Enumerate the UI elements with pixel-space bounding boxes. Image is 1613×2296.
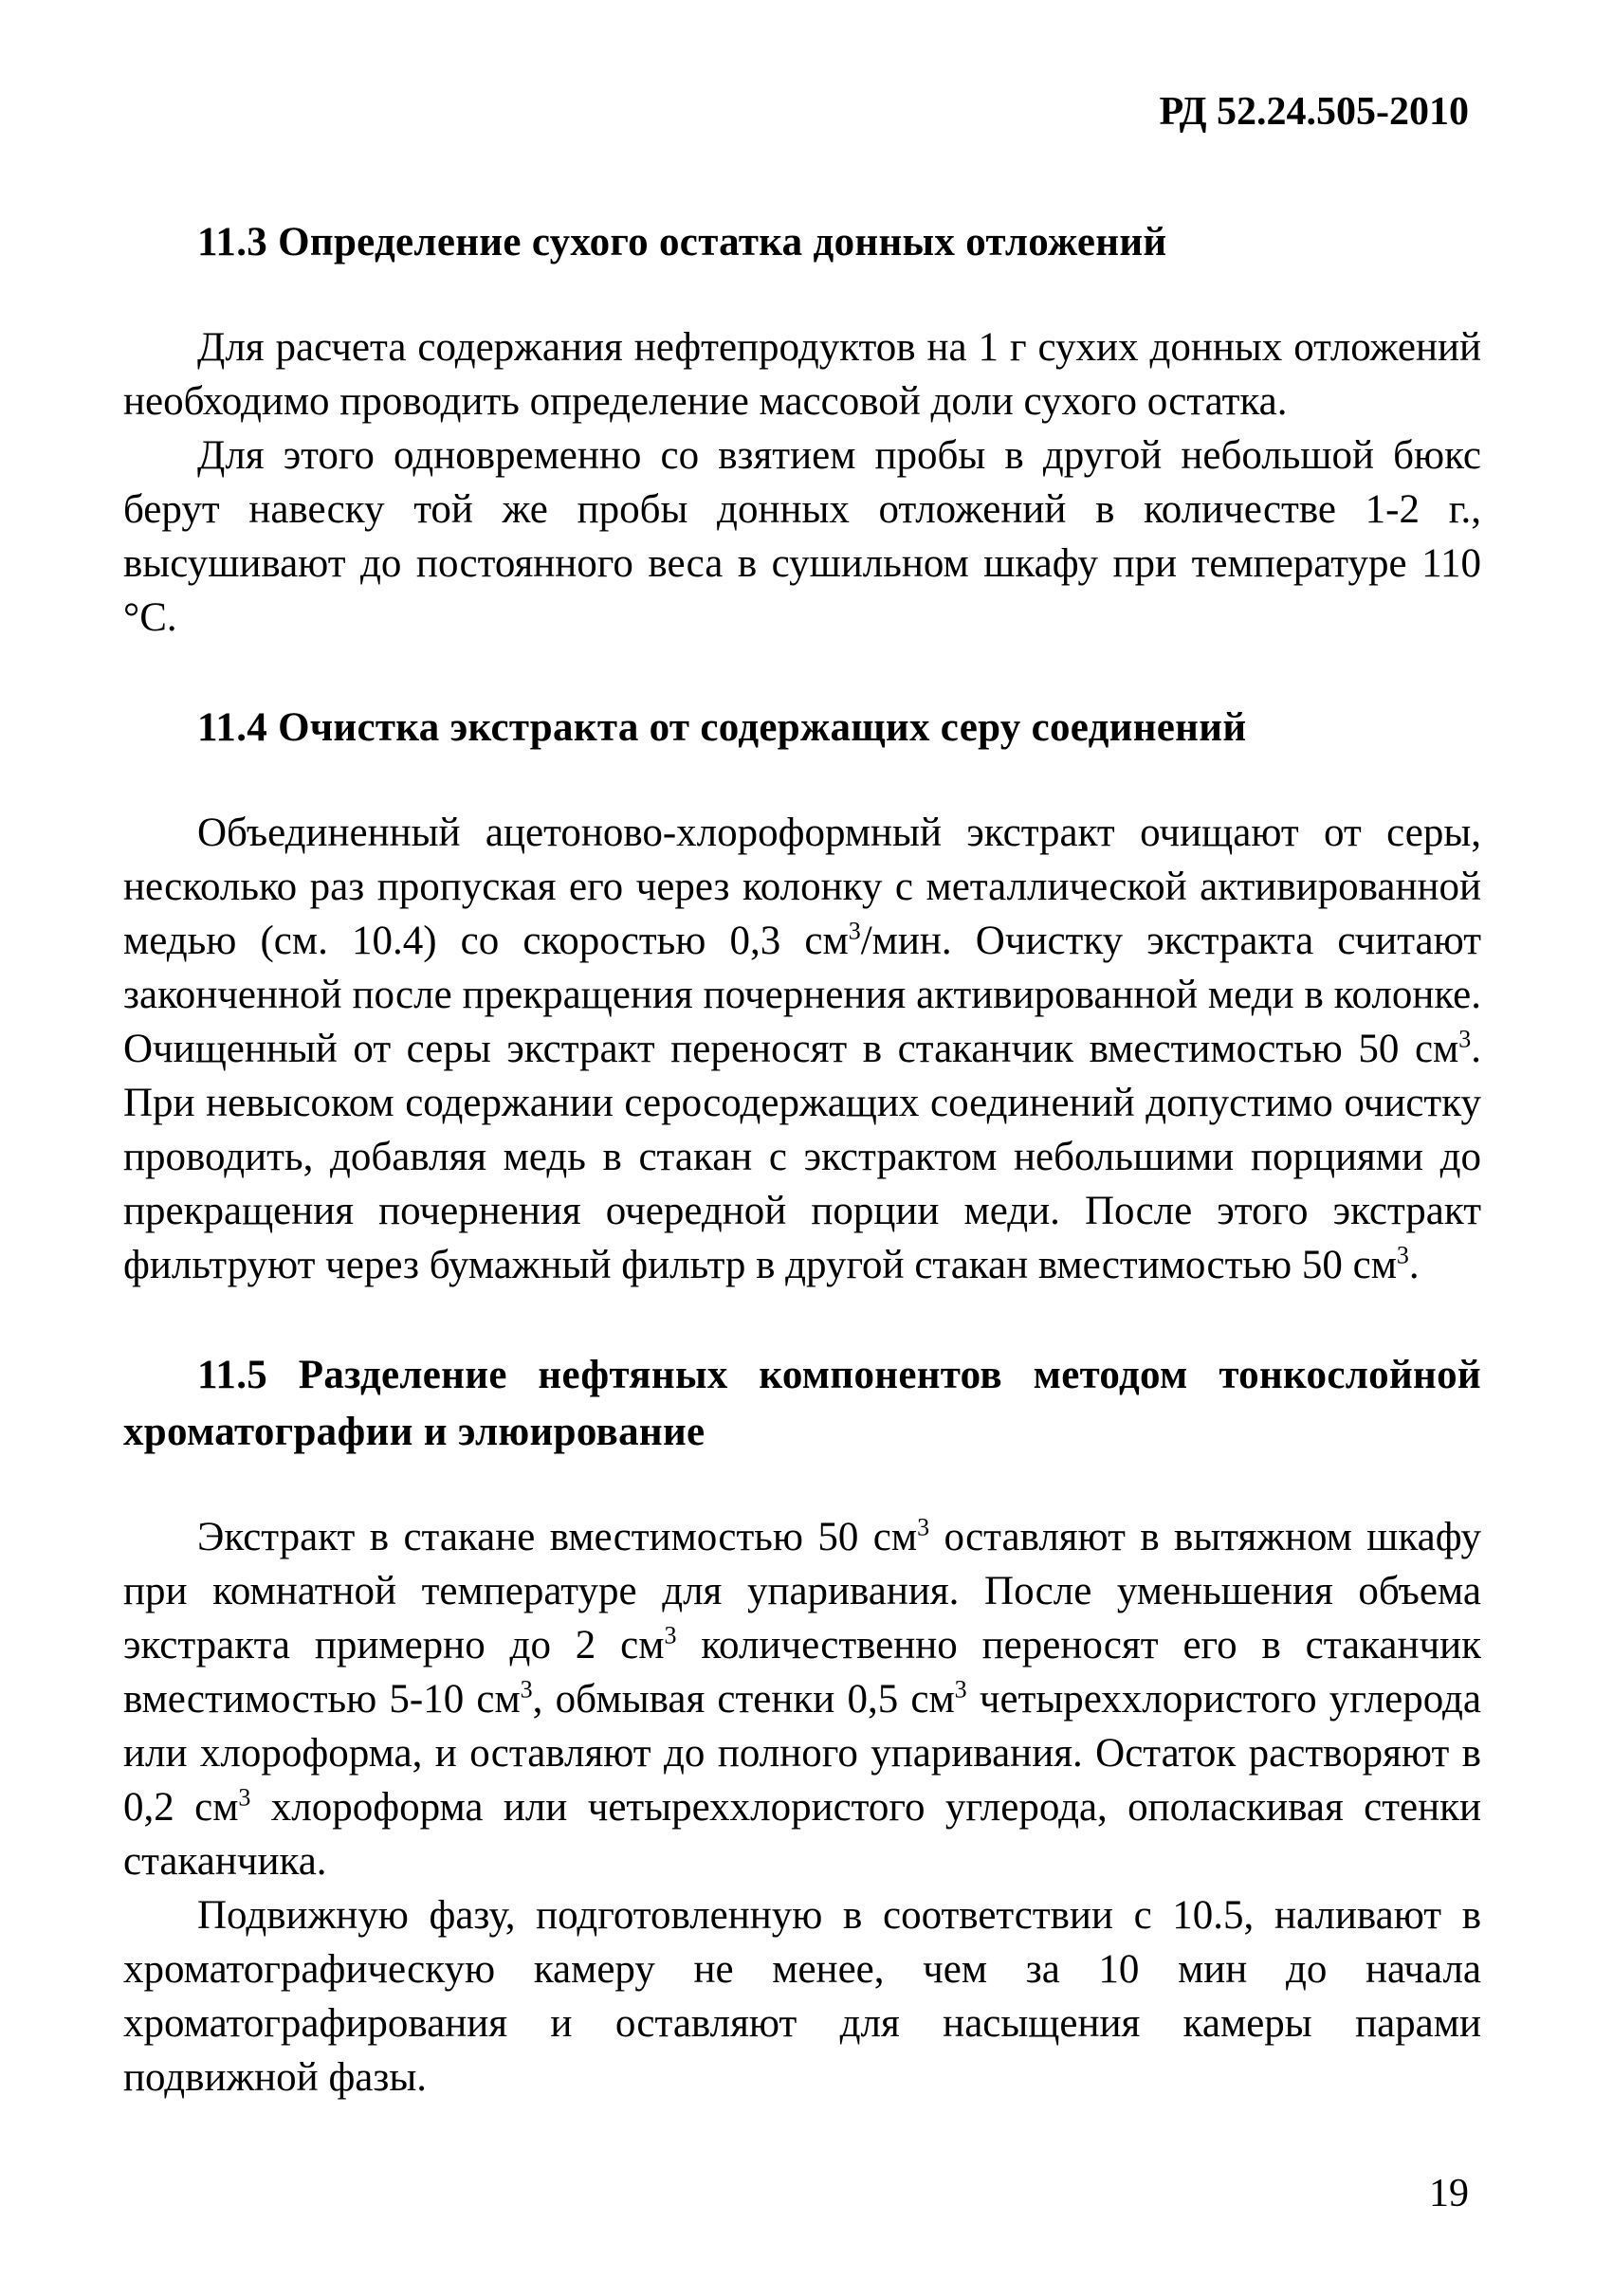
section-11-5-paragraph-1 — [123, 1510, 1481, 1888]
section-11-3-paragraph-1: Для расчета содержания нефтепродуктов на 1 г сухих донных отложений необходимо проводить определение массовой доли сухого остатка. — [123, 325, 1481, 424]
page-number: 19 — [1429, 2172, 1469, 2215]
superscript: 3 — [1458, 1025, 1472, 1053]
superscript: 3 — [520, 1675, 533, 1704]
text-run: хлороформа или четыреххлористого углерода, ополаскивая стенки стаканчика. — [123, 1785, 1481, 1884]
superscript: 3 — [238, 1783, 251, 1812]
section-11-4-paragraph-1 — [123, 806, 1481, 1292]
section-11-5-paragraph-2: Подвижную фазу, подготовленную в соответствии с 10.5, наливают в хроматографическую камеру не менее, чем за 10 мин до начала хроматографирования и оставляют для насыщения камеры парами подвижной фазы. — [123, 1893, 1481, 2100]
section-11-3-heading: 11.3 Определение сухого остатка донных отложений — [197, 220, 1167, 264]
text-run: , обмывая стенки 0,5 см — [532, 1677, 955, 1722]
section-11-5-heading: 11.5 Разделение нефтяных компонентов методом тонкослойной хроматографии и элюирование — [123, 1353, 1481, 1454]
text-run: количественно переносят его в стаканчик вместимостью 5-10 см — [123, 1623, 1481, 1722]
superscript: 3 — [1396, 1241, 1409, 1269]
text-run: Объединенный ацетоново-хлороформный экстракт очищают от серы, несколько раз пропуская его через колонку с металлической активированной медью (см. 10.4) со скоростью 0,3 см — [123, 811, 1481, 963]
section-11-4-heading: 11.4 Очистка экстракта от содержащих серу соединений — [197, 705, 1247, 750]
document-id: РД 52.24.505-2010 — [1159, 90, 1469, 134]
text-run: . — [1408, 1243, 1420, 1287]
text-run: /мин. Очистку экстракта считают законченной после прекращения почернения активированной меди в колонке. Очищенный от серы экстракт переносят в стаканчик вместимостью 50 см — [123, 919, 1481, 1071]
page-content — [123, 214, 1481, 2105]
superscript: 3 — [848, 917, 861, 945]
text-run: четыреххлористого углерода или хлороформа, и оставляют до полного упаривания. Остаток растворяют в 0,2 см — [123, 1677, 1481, 1830]
text-run: Экстракт в стакане вместимостью 50 см — [197, 1515, 918, 1559]
superscript: 3 — [664, 1621, 677, 1649]
text-run: . При невысоком содержании серосодержащих соединений допустимо очистку проводить, добавляя медь в стакан с экстрактом небольшими порциями до прекращения почернения очередной порции меди. После этого экстракт фильтруют через бумажный фильтр в другой стакан вместимостью 50 см — [123, 1027, 1481, 1287]
superscript: 3 — [917, 1513, 930, 1541]
section-11-3-paragraph-2: Для этого одновременно со взятием пробы в другой небольшой бюкс берут навеску той же пробы донных отложений в количестве 1-2 г., высушивают до постоянного веса в сушильном шкафу при температуре 110 °С. — [123, 433, 1481, 640]
superscript: 3 — [954, 1675, 967, 1704]
text-run: оставляют в вытяжном шкафу при комнатной температуре для упаривания. После уменьшения объема экстракта примерно до 2 см — [123, 1515, 1481, 1667]
